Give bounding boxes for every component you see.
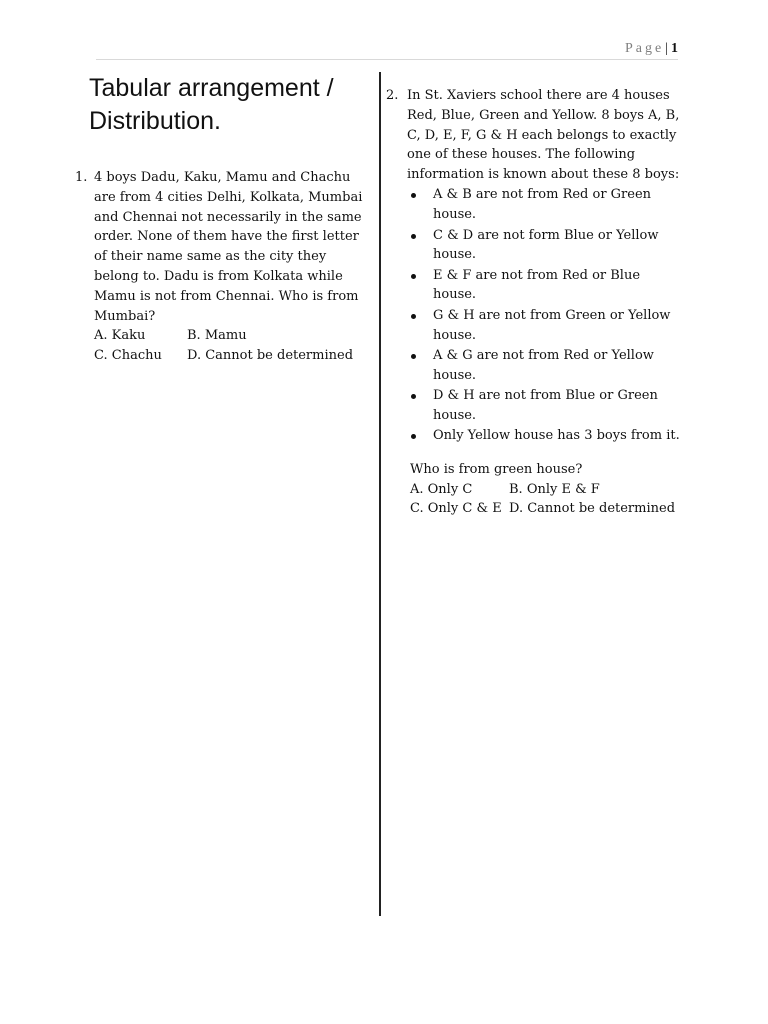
constraint-list bbox=[386, 185, 681, 445]
question-2-text: In St. Xaviers school there are 4 houses Red, Blue, Green and Yellow. 8 boys A, B, C, D, E, F, G & H each belongs to exactly one of these houses. The following information is known about these 8 boys: bbox=[407, 88, 680, 183]
q2-option-c: C. Only C & E bbox=[410, 501, 502, 517]
page-title bbox=[89, 72, 365, 138]
q2-option-a: A. Only C bbox=[410, 481, 473, 497]
left-column bbox=[75, 72, 365, 366]
constraint-item: A & B are not from Red or Green house. bbox=[407, 185, 681, 225]
q1-option-b: B. Mamu bbox=[187, 328, 247, 344]
constraint-item: A & G are not from Red or Yellow house. bbox=[407, 346, 681, 386]
page-label: Page bbox=[624, 41, 665, 56]
question-1-text: 4 boys Dadu, Kaku, Mamu and Chachu are from 4 cities Delhi, Kolkata, Mumbai and Chennai not necessarily in the same order. None of them have the first letter of their name same as the city they belong to. Dadu is from Kolkata while Mamu is not from Chennai. Who is from Mumbai? bbox=[94, 170, 363, 324]
q2-option-d: D. Cannot be determined bbox=[509, 501, 676, 517]
question-1-options bbox=[94, 326, 365, 366]
title-line-2: Distribution. bbox=[89, 107, 221, 135]
question-2-options bbox=[410, 480, 681, 520]
title-line-1: Tabular arrangement / bbox=[89, 74, 334, 102]
q1-option-d: D. Cannot be determined bbox=[187, 348, 354, 364]
q1-option-a: A. Kaku bbox=[94, 328, 146, 344]
question-1 bbox=[75, 168, 365, 366]
q1-option-c: C. Chachu bbox=[94, 348, 162, 364]
question-2-number: 2. bbox=[386, 88, 399, 103]
constraint-item: D & H are not from Blue or Green house. bbox=[407, 386, 681, 426]
right-column bbox=[386, 86, 681, 519]
constraint-item: E & F are not from Red or Blue house. bbox=[407, 266, 681, 306]
constraint-item: G & H are not from Green or Yellow house. bbox=[407, 306, 681, 346]
column-divider bbox=[379, 72, 381, 916]
constraint-item: C & D are not form Blue or Yellow house. bbox=[407, 226, 681, 266]
q2-option-b: B. Only E & F bbox=[509, 481, 600, 497]
constraint-item: Only Yellow house has 3 boys from it. bbox=[407, 426, 681, 446]
page-separator: | bbox=[665, 41, 668, 56]
question-2-prompt: Who is from green house? bbox=[410, 461, 583, 477]
page-number: 1 bbox=[671, 41, 678, 56]
page-header bbox=[96, 41, 678, 60]
question-1-number: 1. bbox=[75, 170, 88, 185]
question-2 bbox=[386, 86, 681, 519]
